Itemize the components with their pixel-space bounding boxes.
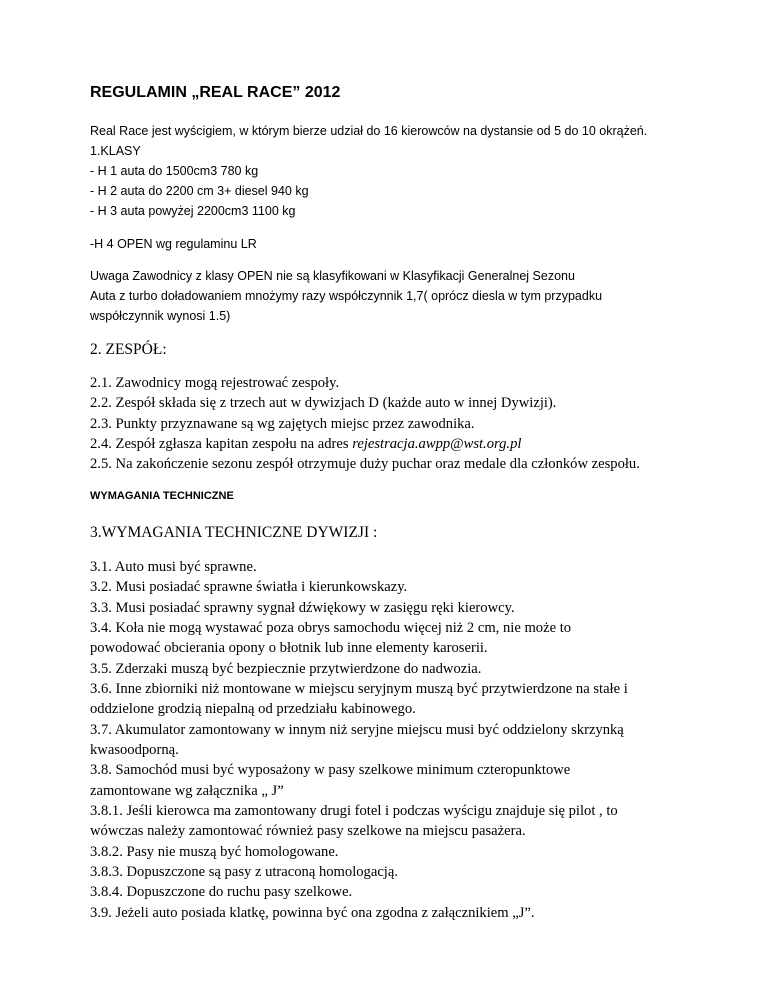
open-class-item: -H 4 OPEN wg regulaminu LR xyxy=(90,237,257,251)
tech-rule: 3.5. Zderzaki muszą być bezpiecznie przytwierdzone do nadwozia. xyxy=(90,661,482,677)
class-item: - H 1 auta do 1500cm3 780 kg xyxy=(90,164,259,178)
team-rule-4 xyxy=(90,436,521,453)
team-rule: 2.2. Zespół składa się z trzech aut w dywizjach D (każde auto w innej Dywizji). xyxy=(90,395,557,411)
note-line: współczynnik wynosi 1.5) xyxy=(90,309,231,323)
tech-rule: 3.8. Samochód musi być wyposażony w pasy szelkowe minimum czteropunktowe xyxy=(90,762,571,778)
tech-rule: 3.8.3. Dopuszczone są pasy z utraconą homologacją. xyxy=(90,864,398,880)
note-line: Auta z turbo doładowaniem mnożymy razy współczynnik 1,7( oprócz diesla w tym przypadku xyxy=(90,289,603,303)
tech-rule: 3.8.1. Jeśli kierowca ma zamontowany drugi fotel i podczas wyścigu znajduje się pilot , to xyxy=(90,803,618,819)
class-item: - H 3 auta powyżej 2200cm3 1100 kg xyxy=(90,204,296,218)
tech-rule: powodować obcierania opony o błotnik lub inne elementy karoserii. xyxy=(90,640,488,656)
tech-rule: kwasoodporną. xyxy=(90,742,179,758)
class-item: - H 2 auta do 2200 cm 3+ diesel 940 kg xyxy=(90,184,309,198)
tech-caps-heading: WYMAGANIA TECHNICZNE xyxy=(90,490,234,502)
tech-rule: 3.8.4. Dopuszczone do ruchu pasy szelkowe. xyxy=(90,884,353,900)
team-rule: 2.5. Na zakończenie sezonu zespół otrzymuje duży puchar oraz medale dla członków zespołu. xyxy=(90,456,640,472)
tech-rule: 3.6. Inne zbiorniki niż montowane w miejscu seryjnym muszą być przytwierdzone na stałe i xyxy=(90,681,628,697)
team-heading: 2. ZESPÓŁ: xyxy=(90,341,167,358)
tech-rule: 3.9. Jeżeli auto posiada klatkę, powinna być ona zgodna z załącznikiem „J”. xyxy=(90,905,535,921)
tech-rule: 3.3. Musi posiadać sprawny sygnał dźwiękowy w zasięgu ręki kierowcy. xyxy=(90,600,515,616)
tech-rule: 3.8.2. Pasy nie muszą być homologowane. xyxy=(90,844,339,860)
registration-email: rejestracja.awpp@wst.org.pl xyxy=(352,436,522,452)
intro-text: Real Race jest wyścigiem, w którym bierze udział do 16 kierowców na dystansie od 5 do 10 okrążeń. xyxy=(90,124,648,138)
tech-rule: oddzielone grodzią niepalną od przedziału kabinowego. xyxy=(90,701,416,717)
tech-rule: wówczas należy zamontować również pasy szelkowe na miejscu pasażera. xyxy=(90,823,526,839)
tech-rule: 3.4. Koła nie mogą wystawać poza obrys samochodu więcej niż 2 cm, nie może to xyxy=(90,620,572,636)
document-title: REGULAMIN „REAL RACE” 2012 xyxy=(90,84,341,101)
tech-heading: 3.WYMAGANIA TECHNICZNE DYWIZJI : xyxy=(90,524,378,541)
note-line: Uwaga Zawodnicy z klasy OPEN nie są klasyfikowani w Klasyfikacji Generalnej Sezonu xyxy=(90,269,575,283)
team-rule: 2.3. Punkty przyznawane są wg zajętych miejsc przez zawodnika. xyxy=(90,416,475,432)
classes-heading: 1.KLASY xyxy=(90,144,141,158)
tech-rule: 3.1. Auto musi być sprawne. xyxy=(90,559,257,575)
team-rule: 2.1. Zawodnicy mogą rejestrować zespoły. xyxy=(90,375,340,391)
tech-rule: 3.7. Akumulator zamontowany w innym niż seryjne miejscu musi być oddzielony skrzynką xyxy=(90,722,624,738)
tech-rule: 3.2. Musi posiadać sprawne światła i kierunkowskazy. xyxy=(90,579,408,595)
tech-rule: zamontowane wg załącznika „ J” xyxy=(90,783,284,799)
team-rule-4-text: 2.4. Zespół zgłasza kapitan zespołu na adres xyxy=(90,436,353,452)
